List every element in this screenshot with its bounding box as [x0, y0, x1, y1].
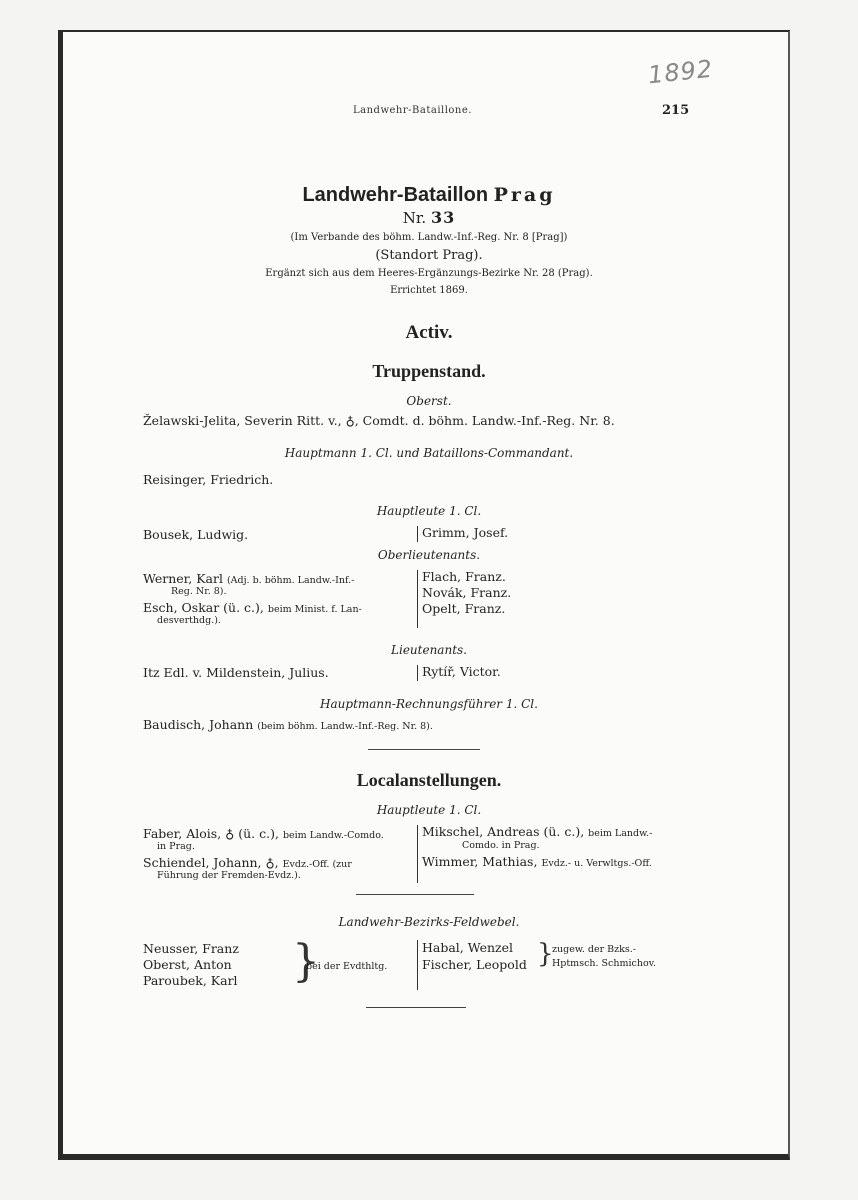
section-rule — [356, 894, 474, 895]
rechnungsfuehrer-name: Baudisch, Johann — [143, 717, 254, 732]
feldwebel-rank: Landwehr-Bezirks-Feldwebel. — [338, 915, 520, 929]
hauptleute-right: Grimm, Josef. — [422, 525, 509, 540]
local-left-2-note: Evdz.-Off. (zur — [282, 859, 352, 870]
oberst-rank: Oberst. — [406, 394, 452, 408]
local-right-1-cont: Comdo. in Prag. — [462, 840, 540, 851]
nr-value: 33 — [430, 208, 456, 227]
errichtet-line: Errichtet 1869. — [390, 285, 468, 296]
local-right-2 — [422, 854, 652, 869]
oberlt-left-2 — [143, 600, 362, 615]
ergaenzt-line: Ergänzt sich aus dem Heeres-Ergänzungs-Bezirke Nr. 28 (Prag). — [265, 268, 593, 279]
feldwebel-left-2: Oberst, Anton — [143, 957, 232, 972]
column-divider — [417, 526, 418, 542]
lieutenants-left: Itz Edl. v. Mildenstein, Julius. — [143, 665, 329, 680]
battalion-title — [0, 184, 858, 207]
brace-glyph: } — [292, 936, 320, 987]
section-rule — [368, 749, 480, 750]
lieutenants-rank: Lieutenants. — [391, 643, 467, 657]
local-hauptleute-rank: Hauptleute 1. Cl. — [376, 803, 482, 817]
rechnungsfuehrer-rank: Hauptmann-Rechnungsführer 1. Cl. — [320, 697, 538, 711]
column-divider — [417, 570, 418, 628]
feldwebel-left-3: Paroubek, Karl — [143, 973, 238, 988]
local-right-2-note: Evdz.- u. Verwltgs.-Off. — [541, 858, 652, 869]
local-left-2-name: Schiendel, Johann, ♁, — [143, 855, 279, 870]
column-divider — [417, 825, 418, 883]
local-right-1-note: beim Landw.- — [588, 828, 653, 839]
feldwebel-right-note-1: zugew. der Bzks.- — [552, 944, 636, 955]
handwritten-year: 1892 — [646, 54, 715, 90]
feldwebel-right-2: Fischer, Leopold — [422, 957, 527, 972]
localanstellungen-heading: Localanstellungen. — [356, 770, 502, 790]
commandant-entry: Reisinger, Friedrich. — [143, 472, 274, 487]
oberlt-left-2-cont: desverthdg.). — [157, 615, 221, 626]
oberlieutenants-rank: Oberlieutenants. — [377, 548, 481, 562]
local-left-2 — [143, 855, 352, 870]
feldwebel-left-note: bei der Evdthltg. — [306, 961, 388, 972]
local-right-1 — [422, 824, 652, 839]
verband-line: (Im Verbande des böhm. Landw.-Inf.-Reg. Nr. 8 [Prag]) — [290, 232, 568, 243]
page-number: 215 — [662, 103, 690, 118]
oberlt-left-2-name: Esch, Oskar (ü. c.), — [143, 600, 264, 615]
brace-glyph: } — [537, 939, 554, 969]
feldwebel-left-1: Neusser, Franz — [143, 941, 239, 956]
battalion-number — [0, 208, 858, 227]
feldwebel-right-1: Habal, Wenzel — [422, 940, 514, 955]
nr-label: Nr. — [402, 209, 427, 227]
local-left-1-cont: in Prag. — [157, 841, 195, 852]
oberlt-left-1-cont: Reg. Nr. 8). — [171, 586, 227, 597]
commandant-rank: Hauptmann 1. Cl. und Bataillons-Commandant. — [284, 446, 574, 460]
oberlt-left-1 — [143, 571, 354, 586]
feldwebel-right-note-2: Hptmsch. Schmichov. — [552, 958, 656, 969]
rechnungsfuehrer-note: (beim böhm. Landw.-Inf.-Reg. Nr. 8). — [257, 721, 433, 732]
local-left-1-name: Faber, Alois, ♁ (ü. c.), — [143, 826, 279, 841]
rechnungsfuehrer-entry — [143, 717, 433, 732]
local-left-1-note: beim Landw.-Comdo. — [282, 830, 384, 841]
running-head: Landwehr-Bataillone. — [353, 105, 472, 116]
section-rule — [366, 1007, 466, 1008]
local-right-2-name: Wimmer, Mathias, — [422, 854, 538, 869]
oberlt-right-1: Flach, Franz. — [422, 569, 506, 584]
column-divider — [417, 665, 418, 681]
oberlt-left-1-note: (Adj. b. böhm. Landw.-Inf.- — [226, 575, 355, 586]
local-left-1 — [143, 826, 384, 841]
hauptleute-left: Bousek, Ludwig. — [143, 527, 249, 542]
standort-line: (Standort Prag). — [375, 248, 483, 263]
oberlt-right-2: Novák, Franz. — [422, 585, 512, 600]
truppenstand-heading: Truppenstand. — [372, 361, 486, 381]
local-right-1-name: Mikschel, Andreas (ü. c.), — [422, 824, 585, 839]
oberst-entry: Želawski-Jelita, Severin Ritt. v., ♁, Comdt. d. böhm. Landw.-Inf.-Reg. Nr. 8. — [143, 413, 615, 428]
lieutenants-right: Rytíř, Victor. — [422, 664, 501, 679]
local-left-2-cont: Führung der Fremden-Evdz.). — [157, 870, 301, 881]
oberlt-left-2-note: beim Minist. f. Lan- — [267, 604, 362, 615]
oberlt-left-1-name: Werner, Karl — [143, 571, 223, 586]
title-city: Prag — [493, 184, 556, 206]
title-main: Landwehr-Bataillon — [302, 184, 489, 206]
activ-heading: Activ. — [405, 322, 453, 343]
oberlt-right-3: Opelt, Franz. — [422, 601, 506, 616]
column-divider — [417, 940, 418, 990]
hauptleute-rank: Hauptleute 1. Cl. — [376, 504, 482, 518]
